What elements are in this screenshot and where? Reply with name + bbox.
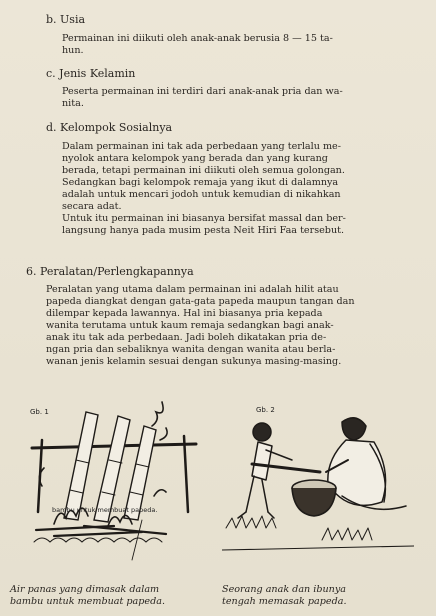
paragraph-jenis-kelamin bbox=[62, 86, 397, 110]
text-line: dilempar kepada lawannya. Hal ini biasanya pria kepada bbox=[46, 308, 323, 319]
figure-2-label: Gb. 2 bbox=[256, 406, 275, 414]
text-line: Permainan ini diikuti oleh anak-anak berusia 8 — 15 ta- bbox=[62, 33, 333, 44]
illustration-mother-child bbox=[222, 400, 414, 572]
caption-line: bambu untuk membuat papeda. bbox=[10, 596, 165, 607]
paragraph-usia bbox=[62, 33, 397, 57]
caption-line: tengah memasak papeda. bbox=[222, 596, 347, 607]
text-line: secara adat. bbox=[62, 201, 122, 212]
text-line: wanan jenis kelamin sesuai dengan sukunya masing-masing. bbox=[46, 356, 342, 367]
figure-1-annotation: bambu untuk membuat papeda. bbox=[52, 506, 158, 514]
caption-figure-1 bbox=[10, 584, 165, 608]
text-line: papeda diangkat dengan gata-gata papeda maupun tangan dan bbox=[46, 296, 355, 307]
text-line: Sedangkan bagi kelompok remaja yang ikut di dalamnya bbox=[62, 177, 339, 188]
text-line: Dalam permainan ini tak ada perbedaan yang terlalu me- bbox=[62, 141, 341, 152]
text-line: langsung hanya pada musim pesta Neit Hiri Faa tersebut. bbox=[62, 225, 345, 236]
text-line: ngan pria dan sebaliknya wanita dengan wanita atau berla- bbox=[46, 344, 336, 355]
mother-child-drawing bbox=[222, 400, 414, 572]
figure-1-label: Gb. 1 bbox=[30, 408, 49, 416]
heading-jenis-kelamin: c. Jenis Kelamin bbox=[46, 67, 136, 80]
text-line: adalah untuk mencari jodoh untuk kemudian di nikahkan bbox=[62, 189, 341, 200]
paragraph-kelompok-sosial bbox=[62, 141, 397, 237]
bamboo-fire-drawing bbox=[24, 400, 204, 572]
illustration-bamboo-cooking bbox=[24, 400, 204, 572]
text-line: berada, tetapi permainan ini diikuti oleh semua golongan. bbox=[62, 165, 345, 176]
text-line: hun. bbox=[62, 45, 84, 56]
heading-usia: b. Usia bbox=[46, 13, 86, 26]
text-line: Peralatan yang utama dalam permainan ini adalah hilit atau bbox=[46, 284, 339, 295]
text-line: anak itu tak ada perbedaan. Jadi boleh dikatakan pria de- bbox=[46, 332, 327, 343]
caption-line: Seorang anak dan ibunya bbox=[222, 584, 346, 595]
text-line: nyolok antara kelompok yang berada dan yang kurang bbox=[62, 153, 328, 164]
text-line: Untuk itu permainan ini biasanya bersifat massal dan ber- bbox=[62, 213, 346, 224]
heading-kelompok-sosial: d. Kelompok Sosialnya bbox=[46, 121, 173, 134]
heading-peralatan: 6. Peralatan/Perlengkapannya bbox=[26, 265, 194, 278]
paragraph-peralatan bbox=[46, 284, 398, 368]
caption-line: Air panas yang dimasak dalam bbox=[10, 584, 160, 595]
text-line: Peserta permainan ini terdiri dari anak-anak pria dan wa- bbox=[62, 86, 343, 97]
text-line: wanita terutama untuk kaum remaja sedangkan bagi anak- bbox=[46, 320, 334, 331]
caption-figure-2 bbox=[222, 584, 347, 608]
text-line: nita. bbox=[62, 98, 84, 109]
